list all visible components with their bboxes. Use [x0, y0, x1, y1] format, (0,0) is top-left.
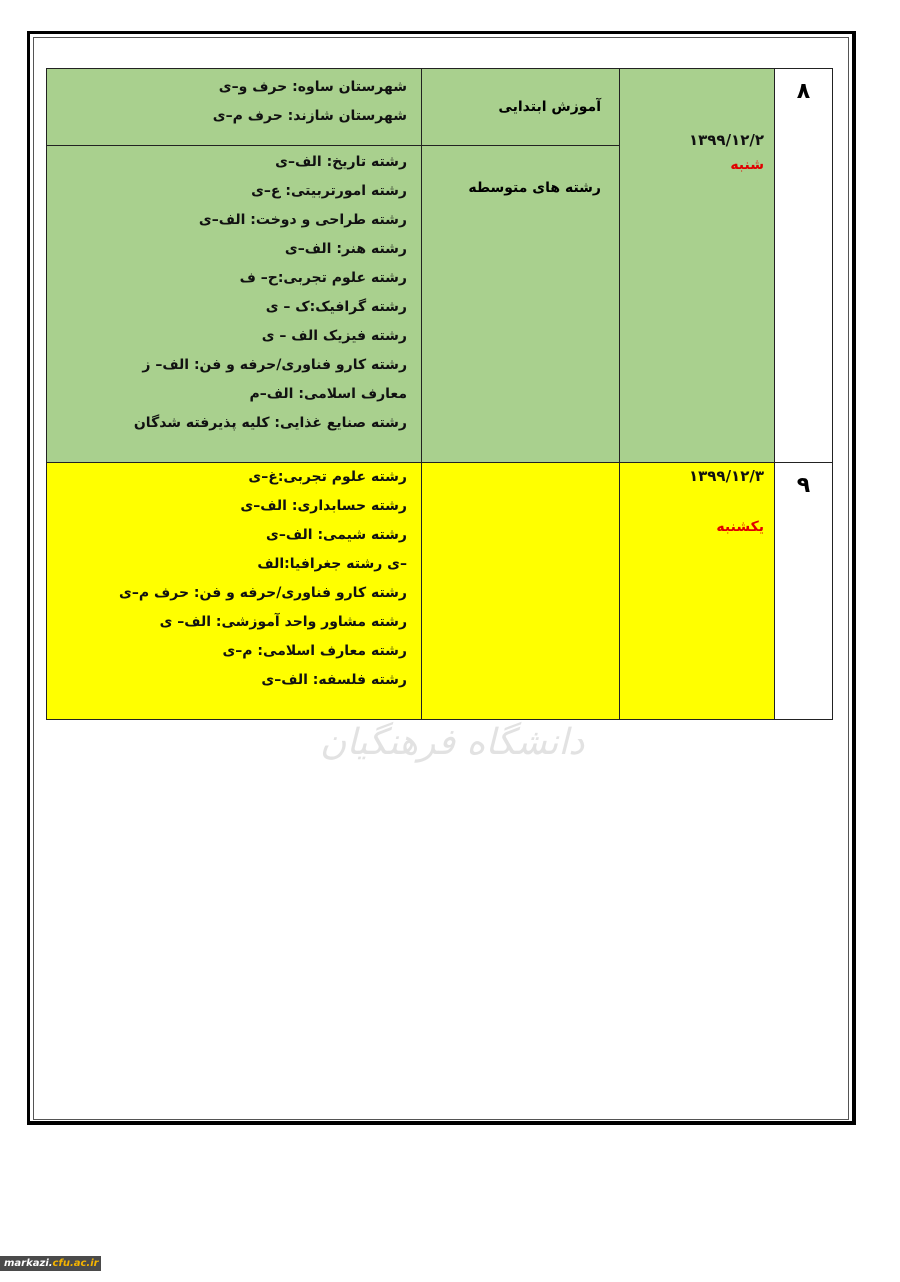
detail-line: رشته علوم تجربی:غ–ی	[248, 469, 407, 485]
detail-line: –ی رشته جغرافیا:الف	[257, 556, 407, 572]
table-row	[47, 463, 833, 720]
detail-line: رشته صنایع غذایی: کلیه پذیرفته شدگان	[133, 415, 407, 431]
exam-schedule-table	[46, 68, 833, 720]
detail-line: معارف اسلامی: الف–م	[249, 386, 407, 402]
details-cell	[47, 146, 422, 463]
day-name: یکشنبه	[716, 519, 764, 535]
detail-line: رشته امورتربیتی: ع–ی	[251, 183, 407, 199]
detail-line: رشته طراحی و دوخت: الف–ی	[198, 212, 407, 228]
table-row	[47, 69, 833, 146]
category-label: رشته های متوسطه	[468, 180, 601, 196]
row-number: ۹	[775, 463, 833, 720]
detail-line: رشته گرافیک:ک – ی	[265, 299, 407, 315]
site-url-part2: cfu.ac.ir	[52, 1258, 99, 1269]
row-number: ۸	[775, 69, 833, 463]
category-cell	[422, 463, 620, 720]
category-cell	[422, 69, 620, 146]
date-value: ۱۳۹۹/۱۲/۲	[688, 131, 764, 149]
detail-line: شهرستان ساوه: حرف و–ی	[218, 79, 407, 95]
details-cell	[47, 463, 422, 720]
site-url-badge[interactable]	[0, 1256, 101, 1271]
university-watermark: دانشگاه فرهنگیان	[320, 722, 585, 763]
date-cell	[620, 463, 775, 720]
date-cell	[620, 69, 775, 463]
detail-line: رشته تاریخ: الف–ی	[275, 154, 407, 170]
detail-line: رشته کارو فناوری/حرفه و فن: حرف م–ی	[119, 585, 407, 601]
detail-line: رشته فیزیک الف – ی	[261, 328, 407, 344]
detail-line: رشته شیمی: الف–ی	[266, 527, 407, 543]
detail-line: رشته فلسفه: الف–ی	[261, 672, 407, 688]
detail-line: رشته هنر: الف–ی	[284, 241, 407, 257]
day-name: شنبه	[730, 157, 764, 173]
detail-line: شهرستان شازند: حرف م–ی	[212, 108, 407, 124]
detail-line: رشته معارف اسلامی: م–ی	[222, 643, 407, 659]
detail-line: رشته حسابداری: الف–ی	[240, 498, 407, 514]
date-value: ۱۳۹۹/۱۲/۳	[688, 467, 764, 485]
detail-line: رشته مشاور واحد آموزشی: الف– ی	[159, 614, 407, 630]
category-cell	[422, 146, 620, 463]
category-label: آموزش ابتدایی	[498, 99, 601, 115]
details-cell	[47, 69, 422, 146]
detail-line: رشته کارو فناوری/حرفه و فن: الف– ز	[142, 357, 407, 373]
site-url-part1: markazi.	[4, 1258, 53, 1269]
detail-line: رشته علوم تجربی:ح– ف	[239, 270, 407, 286]
